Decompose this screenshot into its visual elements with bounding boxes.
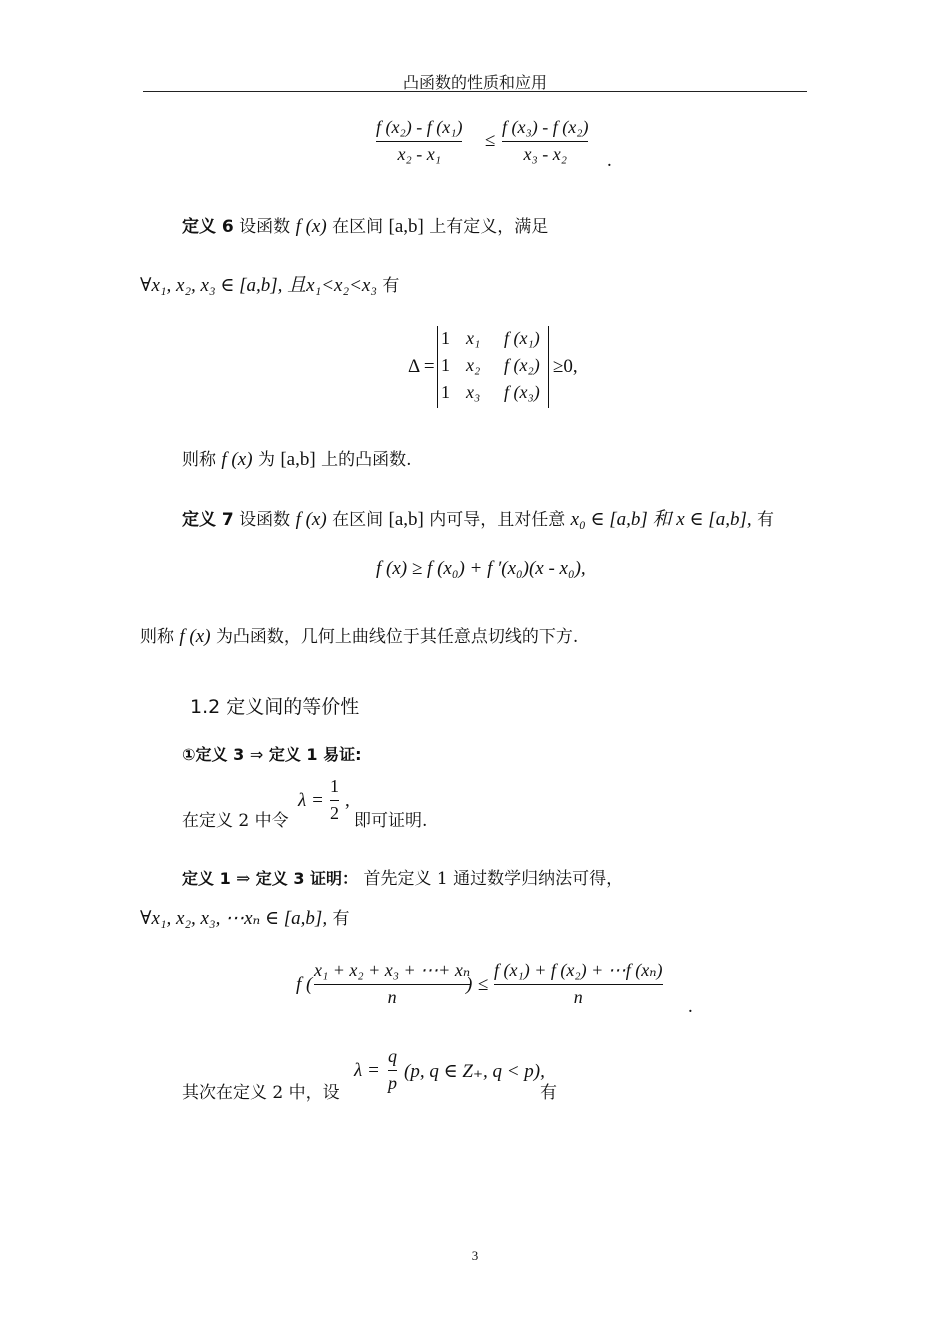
fraction-bar <box>388 1070 397 1071</box>
def7-c2: 为凸函数，几何上曲线位于其任意点切线的下方. <box>215 627 579 647</box>
item1-lambda: λ = <box>298 790 324 811</box>
det-cell: f (x₃) <box>504 382 540 402</box>
def6-line2-end: 有 <box>382 276 400 296</box>
def7-interval: [a,b] <box>388 509 424 530</box>
def6-label: 定义 6 <box>182 217 234 237</box>
def7-text1: 设函数 <box>239 510 291 530</box>
item2-ineq-f: f ( <box>296 974 313 995</box>
item2-condition: ∀x₁, x₂, x₃, ⋯xₙ ∈ [a,b], <box>140 908 328 929</box>
item2-rhs-fraction <box>494 960 663 1008</box>
item1-heading <box>182 742 362 765</box>
fraction-bar <box>314 984 470 985</box>
eq-top-lhs-fraction <box>376 117 462 165</box>
def6-c2: 为 <box>257 450 275 470</box>
item1-text1: 在定义 2 中令 <box>182 811 289 831</box>
eq-top-rhs-numerator: f (x₃) - f (x₂) <box>502 117 589 137</box>
implies-arrow-icon: ⇒ <box>236 869 251 889</box>
det-cell: f (x₁) <box>504 328 540 348</box>
item2-lhs-denominator: n <box>387 987 397 1007</box>
def6-text3: 上有定义，满足 <box>429 217 549 237</box>
page-number: 3 <box>471 1248 479 1263</box>
def6-conclusion <box>182 445 412 471</box>
def7-text4: 有 <box>757 510 774 530</box>
fraction-bar <box>330 800 339 801</box>
item2-text3: 有 <box>540 1083 557 1103</box>
def7-conclusion <box>140 622 578 648</box>
def7-fx: f (x) <box>295 509 327 530</box>
item2-lhs-numerator: x₁ + x₂ + x₃ + ⋯+ xₙ <box>314 960 471 980</box>
item2-ineq-period: . <box>688 996 693 1017</box>
det-cell: 1 <box>441 382 450 402</box>
eq-top-rhs-fraction <box>502 117 588 165</box>
eq-top-period: . <box>607 150 612 171</box>
det-cell: x₁ <box>466 328 481 348</box>
det-rhs: ≥0, <box>553 356 578 377</box>
item1-frac-denominator: 2 <box>330 803 339 823</box>
implies-arrow-icon: ⇒ <box>249 745 264 764</box>
item2-rhs-denominator: n <box>573 987 583 1007</box>
item2-text1: 首先定义 1 通过数学归纳法可得， <box>363 869 624 889</box>
section-title: 1.2 定义间的等价性 <box>190 696 360 718</box>
fraction-bar <box>376 141 462 142</box>
def7-inequality: f (x) ≥ f (x₀) + f ′(x₀)(x - x₀), <box>376 558 586 579</box>
item1-fraction <box>330 776 339 824</box>
det-cell: 1 <box>441 328 450 348</box>
item2-lambda-denominator: p <box>388 1073 397 1093</box>
item2-line2 <box>140 904 349 930</box>
eq-top-rhs-denominator: x₃ - x₂ <box>523 144 567 164</box>
item2-label: 定义 1 <box>182 869 231 888</box>
item1-frac-numerator: 1 <box>330 776 339 796</box>
def6-line2 <box>140 270 399 297</box>
item1-label2: 定义 1 易证: <box>268 745 362 764</box>
det-cell: x₂ <box>466 355 481 375</box>
item2-ineq-relation: ≤ <box>478 974 489 995</box>
det-lhs: Δ = <box>408 356 435 377</box>
det-cell: f (x₂) <box>504 355 540 375</box>
item2-lambda-numerator: q <box>388 1046 397 1066</box>
item2-line2-end: 有 <box>332 909 350 929</box>
item2-lhs-fraction <box>314 960 473 1008</box>
item2-label2: 定义 3 证明： <box>255 869 359 888</box>
def6-line1 <box>182 212 548 238</box>
def7-c1: 则称 <box>140 627 174 647</box>
determinant <box>437 326 549 408</box>
page-header-title: 凸函数的性质和应用 <box>402 73 547 92</box>
item2-rhs-numerator: f (x₁) + f (x₂) + ⋯f (xₙ) <box>494 960 663 980</box>
def6-text1: 设函数 <box>239 217 291 237</box>
def7-label: 定义 7 <box>182 510 234 530</box>
def7-text2: 在区间 <box>332 510 384 530</box>
eq-top-lhs-denominator: x₂ - x₁ <box>397 144 441 164</box>
def6-c-fx: f (x) <box>221 449 253 470</box>
def6-text2: 在区间 <box>332 217 384 237</box>
eq-top-lhs-numerator: f (x₂) - f (x₁) <box>376 117 463 137</box>
eq-top-relation: ≤ <box>485 130 496 151</box>
det-cell: x₃ <box>466 382 481 402</box>
det-cell: 1 <box>441 355 450 375</box>
fraction-bar <box>502 141 588 142</box>
item2-lambda-condition: (p, q ∈ Z₊, q < p), <box>404 1061 545 1082</box>
header-rule <box>143 91 807 92</box>
def6-c1: 则称 <box>182 450 216 470</box>
def7-text3: 内可导，且对任意 <box>429 510 566 530</box>
def7-c-fx: f (x) <box>179 626 211 647</box>
def6-c3: 上的凸函数. <box>321 450 412 470</box>
def6-condition: ∀x₁, x₂, x₃ ∈ [a,b], 且x₁<x₂<x₃ <box>140 275 377 296</box>
item2-heading <box>182 864 623 889</box>
item1-comma: , <box>345 790 350 811</box>
item2-lambda-fraction <box>388 1046 397 1094</box>
def7-condition: x₀ ∈ [a,b] 和 x ∈ [a,b], <box>570 509 752 530</box>
def6-interval: [a,b] <box>388 216 424 237</box>
item2-ineq-close: ) <box>466 974 473 995</box>
item2-lambda: λ = <box>354 1060 380 1081</box>
def6-fx: f (x) <box>295 216 327 237</box>
item1-text2: 即可证明. <box>354 811 428 831</box>
item1-label: ①定义 3 <box>182 745 245 764</box>
item2-text2: 其次在定义 2 中，设 <box>182 1083 340 1103</box>
def6-c-interval: [a,b] <box>280 449 316 470</box>
def7-line1 <box>182 504 774 531</box>
fraction-bar <box>494 984 663 985</box>
